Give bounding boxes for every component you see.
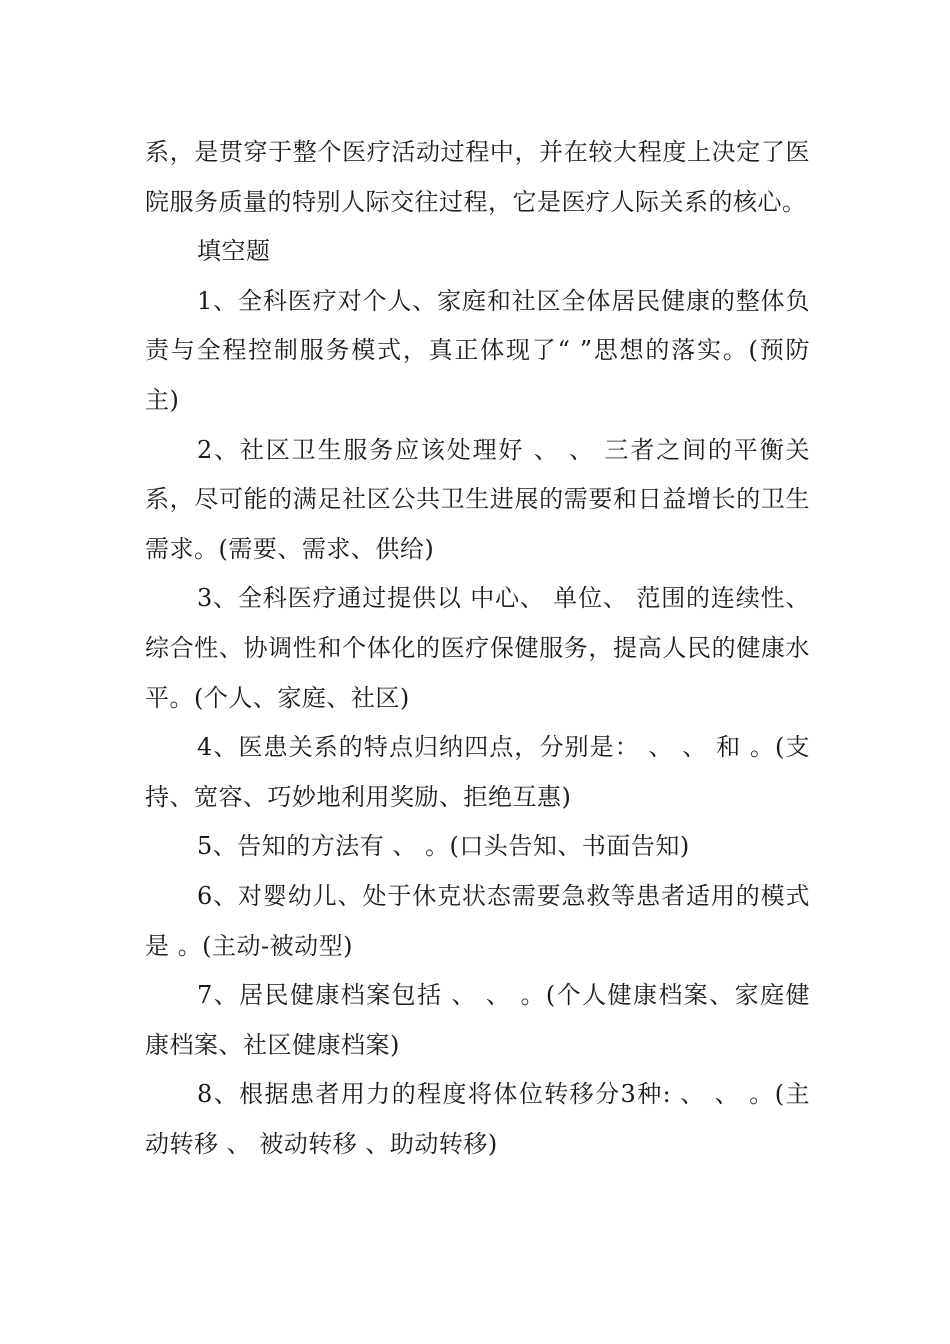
question-8: 8、根据患者用力的程度将体位转移分3种: 、 、 。(主动转移 、 被动转移 、助动转移) — [145, 1080, 810, 1158]
section-heading-fill-in-blank: 填空题 — [197, 237, 271, 266]
paragraph-continuation: 系，是贯穿于整个医疗活动过程中，并在较大程度上决定了医院服务质量的特别人际交往过程，它是医疗人际关系的核心。 — [145, 138, 810, 216]
question-2: 2、社区卫生服务应该处理好 、 、 三者之间的平衡关系，尽可能的满足社区公共卫生进展的需要和日益增长的卫生需求。(需要、需求、供给) — [145, 435, 810, 563]
question-1: 1、全科医疗对个人、家庭和社区全体居民健康的整体负责与全程控制服务模式，真正体现了“ ”思想的落实。(预防主) — [145, 286, 810, 414]
document-body — [145, 128, 810, 1169]
question-3: 3、全科医疗通过提供以 中心、 单位、 范围的连续性、综合性、协调性和个体化的医疗保健服务，提高人民的健康水平。(个人、家庭、社区) — [145, 584, 810, 712]
question-4: 4、医患关系的特点归纳四点，分别是： 、 、 和 。(支持、宽容、巧妙地利用奖励、拒绝互惠) — [145, 733, 810, 811]
question-6: 6、对婴幼儿、处于休克状态需要急救等患者适用的模式是 。(主动-被动型) — [145, 881, 810, 960]
question-7: 7、居民健康档案包括 、 、 。(个人健康档案、家庭健康档案、社区健康档案) — [145, 981, 810, 1059]
question-5: 5、告知的方法有 、 。(口头告知、书面告知) — [197, 832, 690, 861]
